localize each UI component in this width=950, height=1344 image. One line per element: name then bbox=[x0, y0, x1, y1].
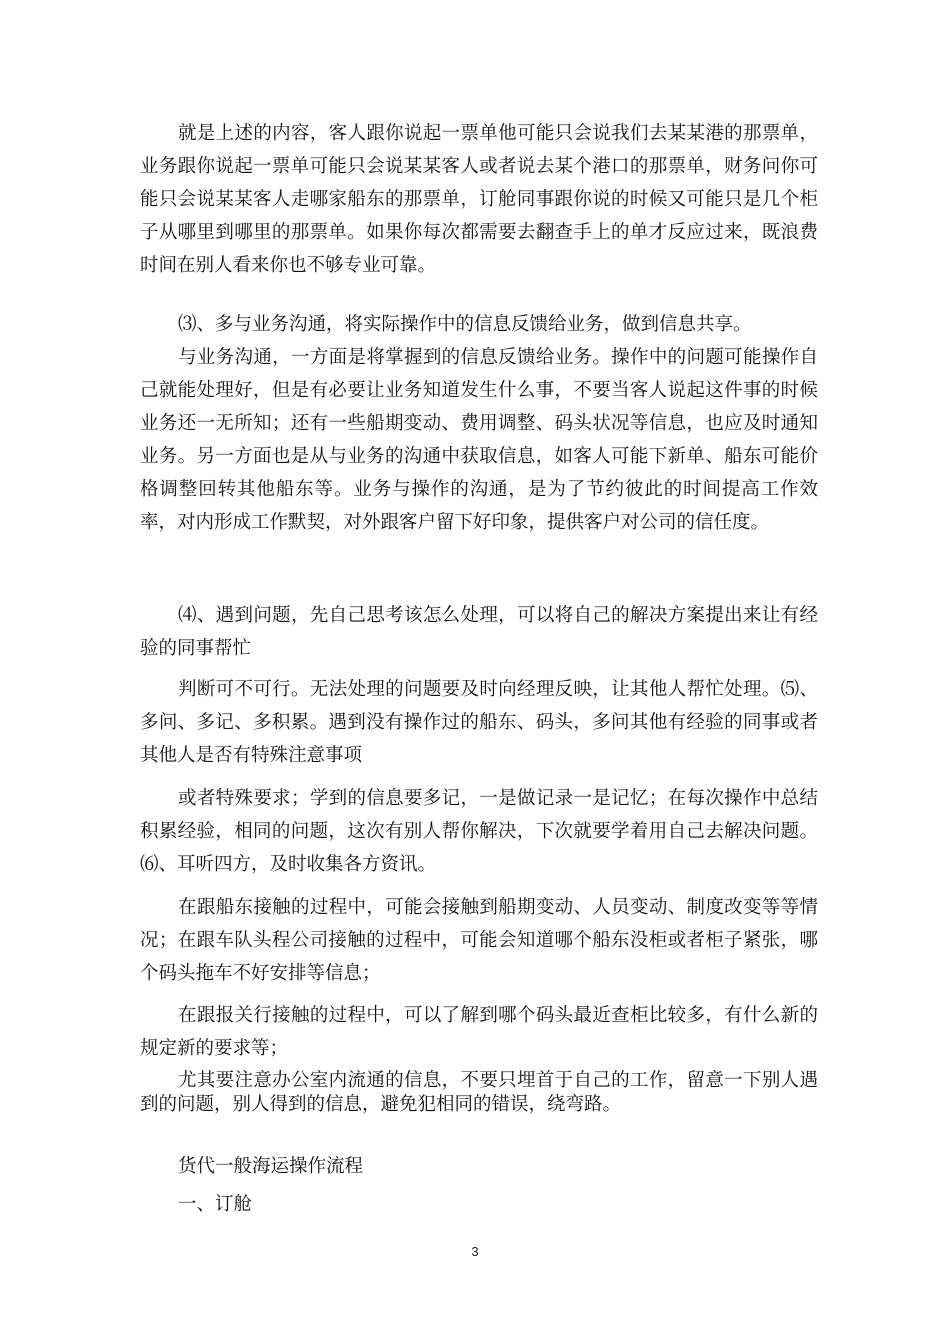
paragraph-9: 尤其要注意办公室内流通的信息，不要只埋首于自己的工作，留意一下别人遇到的问题，别人得到的信息，避免犯相同的错误，绕弯路。 bbox=[140, 1070, 818, 1115]
subsection-title: 一、订舱 bbox=[178, 1194, 253, 1215]
page-number: 3 bbox=[471, 1244, 479, 1259]
paragraph-1: 就是上述的内容，客人跟你说起一票单他可能只会说我们去某某港的那票单，业务跟你说起一票单可能只会说某某客人或者说去某个港口的那票单，财务问你可能只会说某某客人走哪家船东的那票单，订舱同事跟你说的时候又可能只是几个柜子从哪里到哪里的那票单。如果你每次都需要去翻查手上的单才反应过来，既浪费时间在别人看来你也不够专业可靠。 bbox=[140, 123, 818, 276]
paragraph-6: 或者特殊要求；学到的信息要多记，一是做记录一是记忆；在每次操作中总结积累经验，相同的问题，这次有别人帮你解决，下次就要学着用自己去解决问题。⑹、耳听四方，及时收集各方资讯。 bbox=[140, 788, 818, 875]
section-title: 货代一般海运操作流程 bbox=[178, 1156, 364, 1177]
paragraph-8: 在跟报关行接触的过程中，可以了解到哪个码头最近查柜比较多，有什么新的规定新的要求等； bbox=[140, 1005, 818, 1059]
paragraph-3: 与业务沟通，一方面是将掌握到的信息反馈给业务。操作中的问题可能操作自己就能处理好，但是有必要让业务知道发生什么事，不要当客人说起这件事的时候业务还一无所知；还有一些船期变动、费用调整、码头状况等信息，也应及时通知业务。另一方面也是从与业务的沟通中获取信息，如客人可能下新单、船东可能价格调整回转其他船东等。业务与操作的沟通，是为了节约彼此的时间提高工作效率，对内形成工作默契，对外跟客户留下好印象，提供客户对公司的信任度。 bbox=[140, 347, 818, 533]
paragraph-7: 在跟船东接触的过程中，可能会接触到船期变动、人员变动、制度改变等等情况；在跟车队头程公司接触的过程中，可能会知道哪个船东没柜或者柜子紧张，哪个码头拖车不好安排等信息； bbox=[140, 897, 818, 984]
paragraph-4: ⑷、遇到问题，先自己思考该怎么处理，可以将自己的解决方案提出来让有经验的同事帮忙 bbox=[140, 605, 818, 659]
paragraph-2: ⑶、多与业务沟通，将实际操作中的信息反馈给业务，做到信息共享。 bbox=[178, 314, 752, 335]
paragraph-5: 判断可不可行。无法处理的问题要及时向经理反映，让其他人帮忙处理。⑸、多问、多记、多积累。遇到没有操作过的船东、码头，多问其他有经验的同事或者其他人是否有特殊注意事项 bbox=[140, 679, 818, 766]
